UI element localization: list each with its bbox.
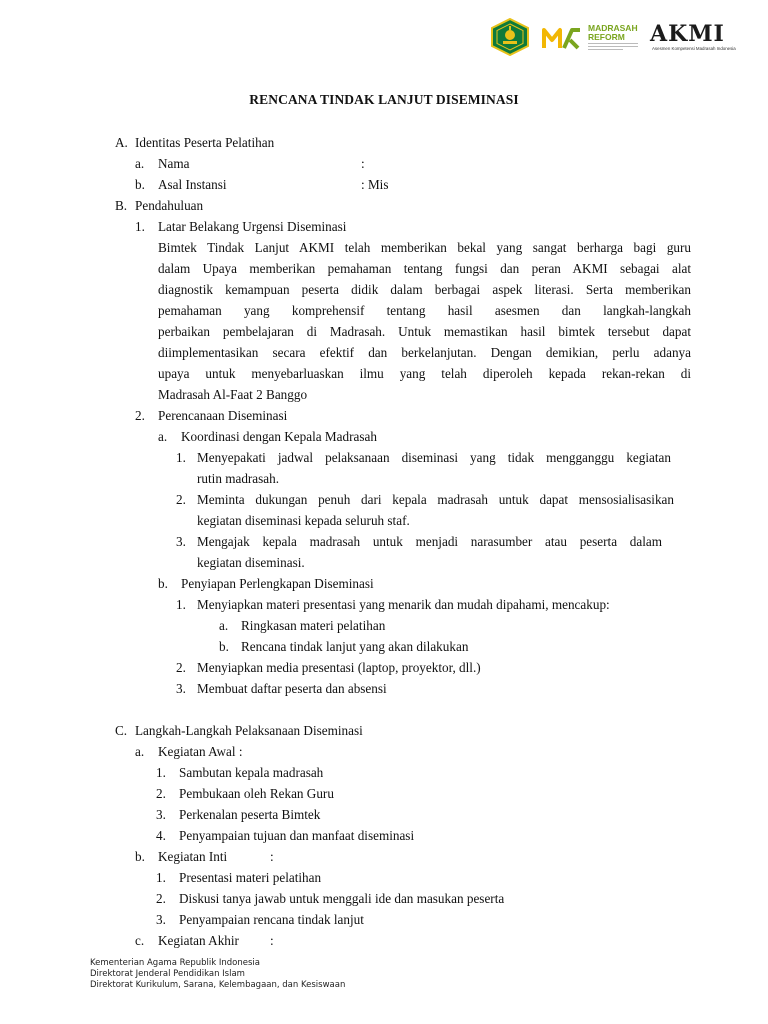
list-item-marker: 3. <box>156 807 166 822</box>
nama-value: : <box>361 156 365 171</box>
list-item-marker: 1. <box>156 870 166 885</box>
madrasah-reform-mark <box>542 26 582 50</box>
persiapan-marker: b. <box>158 576 168 591</box>
kegiatan-awal-marker: a. <box>135 744 145 759</box>
paragraph-line: dalam Upaya memberikan pemahaman tentang fungsi dan peran AKMI sebagai alat <box>158 261 691 276</box>
sub-item-marker: b. <box>219 639 229 654</box>
koordinasi-heading: Koordinasi dengan Kepala Madrasah <box>181 429 377 444</box>
section-b-marker: B. <box>115 198 128 213</box>
page-title: RENCANA TINDAK LANJUT DISEMINASI <box>249 92 519 107</box>
sub-item: Ringkasan materi pelatihan <box>241 618 386 633</box>
section-c-heading: Langkah-Langkah Pelaksanaan Diseminasi <box>135 723 363 738</box>
footer-line: Direktorat Jenderal Pendidikan Islam <box>90 969 245 980</box>
madrasah-reform-tagline <box>588 43 638 53</box>
list-item: Pembukaan oleh Rekan Guru <box>179 786 334 801</box>
paragraph-line: diimplementasikan secara efektif dan berkelanjutan. Dengan demikian, perlu adanya <box>158 345 691 360</box>
persiapan-heading: Penyiapan Perlengkapan Diseminasi <box>181 576 374 591</box>
list-item-marker: 3. <box>156 912 166 927</box>
perencanaan-marker: 2. <box>135 408 145 423</box>
list-item: Sambutan kepala madrasah <box>179 765 324 780</box>
list-item-marker: 3. <box>176 681 186 696</box>
list-item-continuation: rutin madrasah. <box>197 471 280 486</box>
paragraph-line: Bimtek Tindak Lanjut AKMI telah memberikan bekal yang sangat berharga bagi guru <box>158 240 691 255</box>
kegiatan-akhir-marker: c. <box>135 933 145 948</box>
kegiatan-akhir-colon: : <box>270 933 274 948</box>
kegiatan-inti-colon: : <box>270 849 274 864</box>
sub-item: Rencana tindak lanjut yang akan dilakukan <box>241 639 469 654</box>
kegiatan-inti-heading: Kegiatan Inti <box>158 849 228 864</box>
list-item: Menyiapkan materi presentasi yang menarik dan mudah dipahami, mencakup: <box>197 597 610 612</box>
list-item-marker: 2. <box>156 891 166 906</box>
section-a-heading: Identitas Peserta Pelatihan <box>135 135 275 150</box>
asal-instansi-label: Asal Instansi <box>158 177 227 192</box>
latar-belakang-marker: 1. <box>135 219 145 234</box>
logo-mr-line-2: REFORM <box>588 32 625 42</box>
list-item: Diskusi tanya jawab untuk menggali ide dan masukan peserta <box>179 891 505 906</box>
footer-line: Kementerian Agama Republik Indonesia <box>90 958 260 968</box>
section-c-marker: C. <box>115 723 128 738</box>
perencanaan-heading: Perencanaan Diseminasi <box>158 408 288 423</box>
list-item: Menyiapkan media presentasi (laptop, proyektor, dll.) <box>197 660 481 675</box>
asal-instansi-marker: b. <box>135 177 145 192</box>
list-item: Penyampaian rencana tindak lanjut <box>179 912 364 927</box>
paragraph-line: Madrasah Al-Faat 2 Banggo <box>158 387 308 402</box>
section-b-heading: Pendahuluan <box>135 198 204 213</box>
nama-marker: a. <box>135 156 145 171</box>
sub-item-marker: a. <box>219 618 229 633</box>
akmi-tagline: Asesmen Kompetensi Madrasah Indonesia <box>652 46 736 51</box>
list-item: Perkenalan peserta Bimtek <box>179 807 321 822</box>
list-item-marker: 1. <box>156 765 166 780</box>
nama-label: Nama <box>158 156 190 171</box>
madrasah-reform-logo <box>542 24 642 54</box>
kegiatan-awal-heading: Kegiatan Awal : <box>158 744 243 759</box>
list-item-continuation: kegiatan diseminasi kepada seluruh staf. <box>197 513 410 528</box>
list-item-marker: 2. <box>176 660 186 675</box>
list-item: Penyampaian tujuan dan manfaat diseminasi <box>179 828 415 843</box>
madrasah-reform-wordmark <box>588 24 638 42</box>
akmi-wordmark: AKMI <box>650 21 725 47</box>
kegiatan-inti-marker: b. <box>135 849 145 864</box>
list-item: Membuat daftar peserta dan absensi <box>197 681 387 696</box>
section-a-marker: A. <box>115 135 128 150</box>
kemenag-logo <box>490 18 530 56</box>
list-item-continuation: kegiatan diseminasi. <box>197 555 305 570</box>
list-item: Mengajak kepala madrasah untuk menjadi narasumber atau peserta dalam <box>197 534 662 549</box>
paragraph-line: pemahaman yang komprehensif tentang hasil asesmen dan langkah-langkah <box>158 303 691 318</box>
list-item: Presentasi materi pelatihan <box>179 870 322 885</box>
footer-line: Direktorat Kurikulum, Sarana, Kelembagaan, dan Kesiswaan <box>90 980 346 991</box>
list-item-marker: 1. <box>176 597 186 612</box>
list-item-marker: 2. <box>176 492 186 507</box>
list-item: Menyepakati jadwal pelaksanaan diseminasi yang tidak mengganggu kegiatan <box>197 450 671 465</box>
logo-mr-line-1: MADRASAH <box>588 23 638 33</box>
header-logos <box>490 18 750 58</box>
paragraph-line: diagnostik kemampuan peserta didik dalam berbagai aspek literasi. Serta memberikan <box>158 282 691 297</box>
latar-belakang-heading: Latar Belakang Urgensi Diseminasi <box>158 219 347 234</box>
list-item-marker: 3. <box>176 534 186 549</box>
kegiatan-akhir-heading: Kegiatan Akhir <box>158 933 239 948</box>
list-item-marker: 1. <box>176 450 186 465</box>
list-item-marker: 2. <box>156 786 166 801</box>
koordinasi-marker: a. <box>158 429 168 444</box>
paragraph-line: upaya untuk menyebarluaskan ilmu yang telah diperoleh kepada rekan-rekan di <box>158 366 691 381</box>
page-footer <box>90 958 345 992</box>
list-item-marker: 4. <box>156 828 166 843</box>
asal-instansi-value: : Mis <box>361 177 389 192</box>
list-item: Meminta dukungan penuh dari kepala madrasah untuk dapat mensosialisasikan <box>197 492 674 507</box>
paragraph-line: perbaikan pembelajaran di Madrasah. Untuk memastikan hasil bimtek tersebut dapat <box>158 324 691 339</box>
akmi-logo <box>650 22 742 54</box>
